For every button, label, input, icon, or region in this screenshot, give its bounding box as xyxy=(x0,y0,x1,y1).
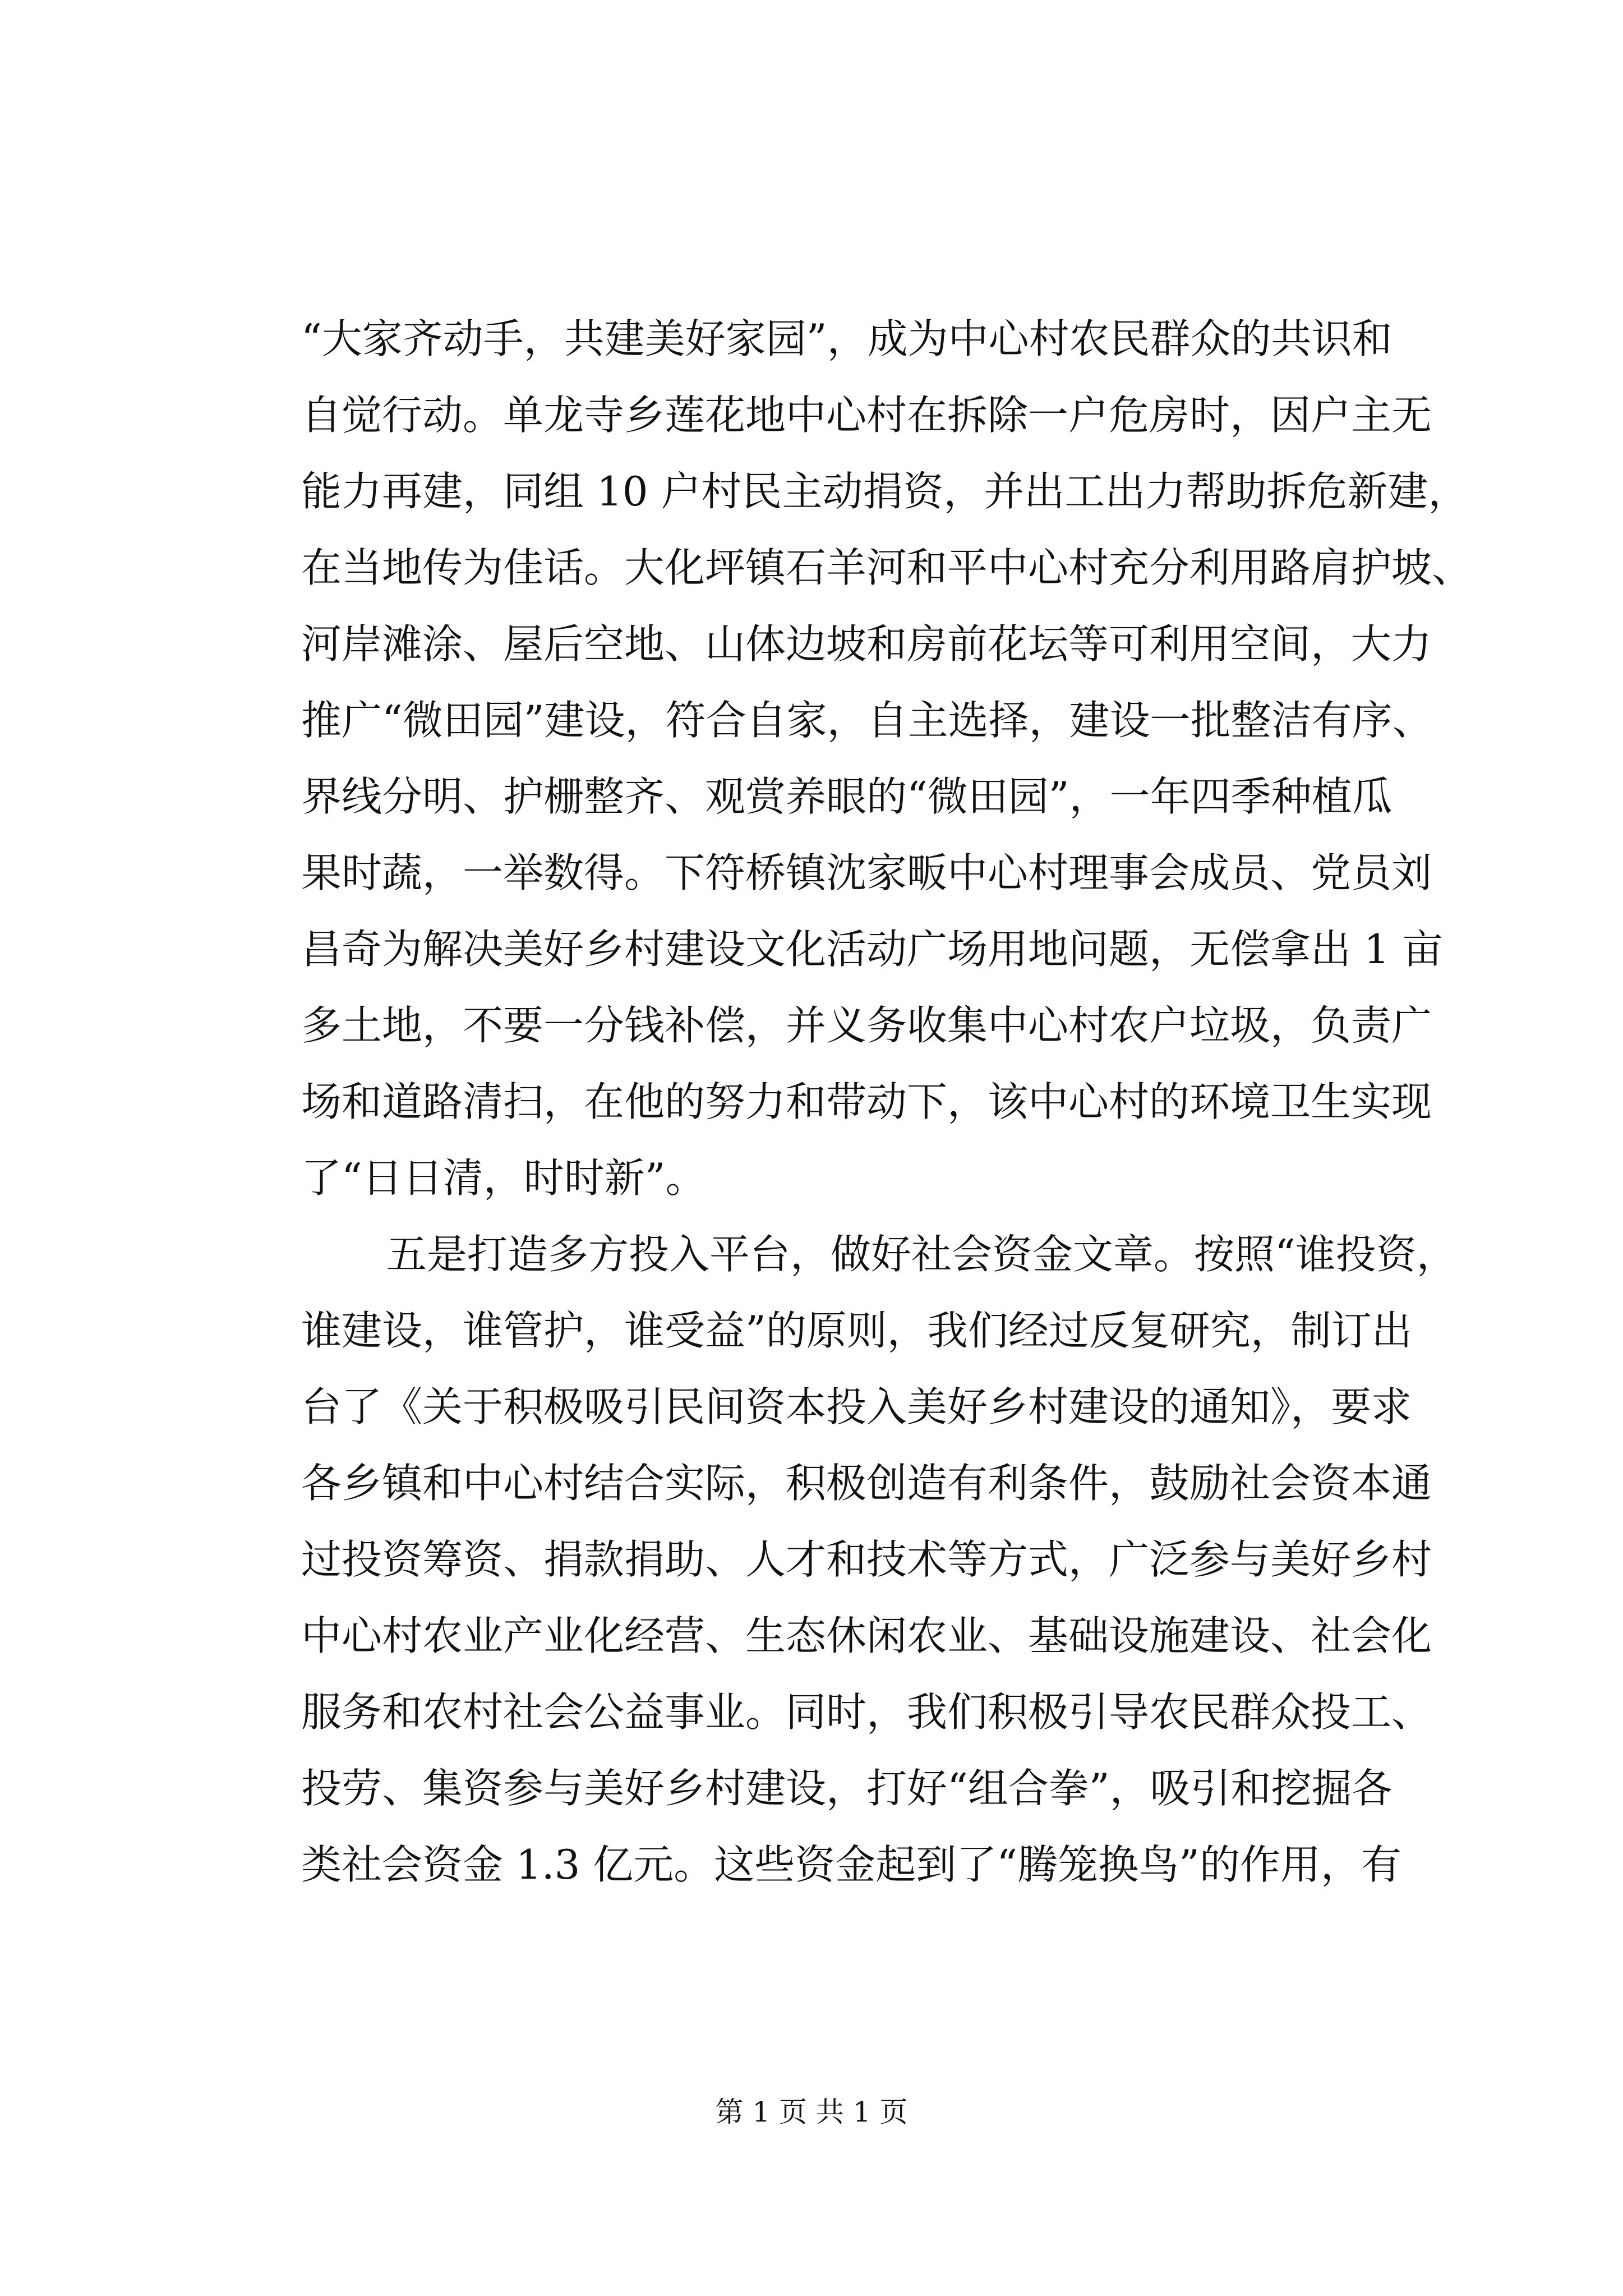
paragraph-first-line: 五是打造多方投入平台，做好社会资金文章。按照“谁投资， xyxy=(386,1231,1457,1278)
text-line: 昌奇为解决美好乡村建设文化活动广场用地问题，无偿拿出 1 亩 xyxy=(301,926,1443,973)
text-line: 河岸滩涂、屋后空地、山体边坡和房前花坛等可利用空间，大力 xyxy=(301,620,1432,668)
text-line: 推广“微田园”建设，符合自家，自主选择，建设一批整洁有序、 xyxy=(301,697,1433,744)
text-line: 多土地，不要一分钱补偿，并义务收集中心村农户垃圾，负责广 xyxy=(301,1002,1432,1049)
text-line: 果时蔬，一举数得。下符桥镇沈家畈中心村理事会成员、党员刘 xyxy=(301,849,1432,896)
text-line: 能力再建，同组 10 户村民主动捐资，并出工出力帮助拆危新建， xyxy=(301,468,1469,515)
text-line: 台了《关于积极吸引民间资本投入美好乡村建设的通知》，要求 xyxy=(301,1383,1412,1430)
text-line: 类社会资金 1.3 亿元。这些资金起到了“腾笼换鸟”的作用，有 xyxy=(301,1841,1401,1888)
text-line: 自觉行动。单龙寺乡莲花地中心村在拆除一户危房时，因户主无 xyxy=(301,392,1432,439)
text-line: 谁建设，谁管护，谁受益”的原则，我们经过反复研究，制订出 xyxy=(301,1307,1412,1354)
text-line: 了“日日清，时时新”。 xyxy=(301,1154,706,1202)
text-line: 投劳、集资参与美好乡村建设，打好“组合拳”，吸引和挖掘各 xyxy=(301,1765,1393,1812)
text-line: 各乡镇和中心村结合实际，积极创造有利条件，鼓励社会资本通 xyxy=(301,1460,1432,1507)
text-line: 界线分明、护栅整齐、观赏养眼的“微田园”，一年四季种植瓜 xyxy=(301,773,1393,820)
text-line: 中心村农业产业化经营、生态休闲农业、基础设施建设、社会化 xyxy=(301,1612,1432,1659)
text-line: 在当地传为佳话。大化坪镇石羊河和平中心村充分利用路肩护坡、 xyxy=(301,544,1473,591)
text-line: 过投资筹资、捐款捐助、人才和技术等方式，广泛参与美好乡村 xyxy=(301,1536,1432,1583)
text-line: “大家齐动手，共建美好家园”，成为中心村农民群众的共识和 xyxy=(301,315,1393,362)
text-line: 场和道路清扫，在他的努力和带动下，该中心村的环境卫生实现 xyxy=(301,1078,1432,1125)
text-line: 服务和农村社会公益事业。同时，我们积极引导农民群众投工、 xyxy=(301,1688,1432,1736)
page-footer: 第 1 页 共 1 页 xyxy=(715,2096,908,2128)
